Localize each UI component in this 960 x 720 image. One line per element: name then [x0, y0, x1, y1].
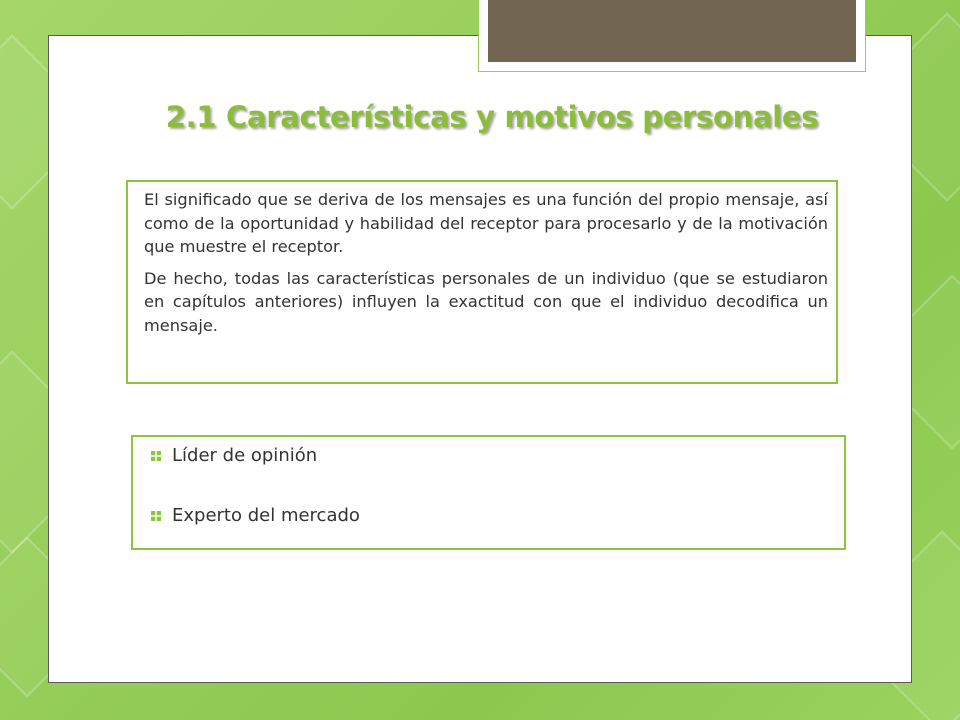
paragraph: De hecho, todas las características personales de un individuo (que se estudiaron en capítulos anteriores) influyen la exactitud con que el individuo decodifica un mensaje. [144, 268, 828, 335]
header-tab [488, 0, 856, 62]
list-item [151, 445, 317, 466]
bullet-list-box [131, 435, 846, 550]
diamond-bullet-icon [151, 451, 161, 461]
list-item [151, 505, 360, 526]
slide-title: 2.1 Características y motivos personales [165, 100, 819, 134]
text-box [126, 180, 838, 384]
diamond-bullet-icon [151, 511, 161, 521]
paragraph: El significado que se deriva de los mensajes es una función del propio mensaje, así como de la oportunidad y habilidad del receptor para procesarlo y de la motivación que muestre el receptor. [144, 190, 828, 256]
list-item-label: Experto del mercado [172, 505, 360, 526]
list-item-label: Líder de opinión [172, 445, 318, 466]
